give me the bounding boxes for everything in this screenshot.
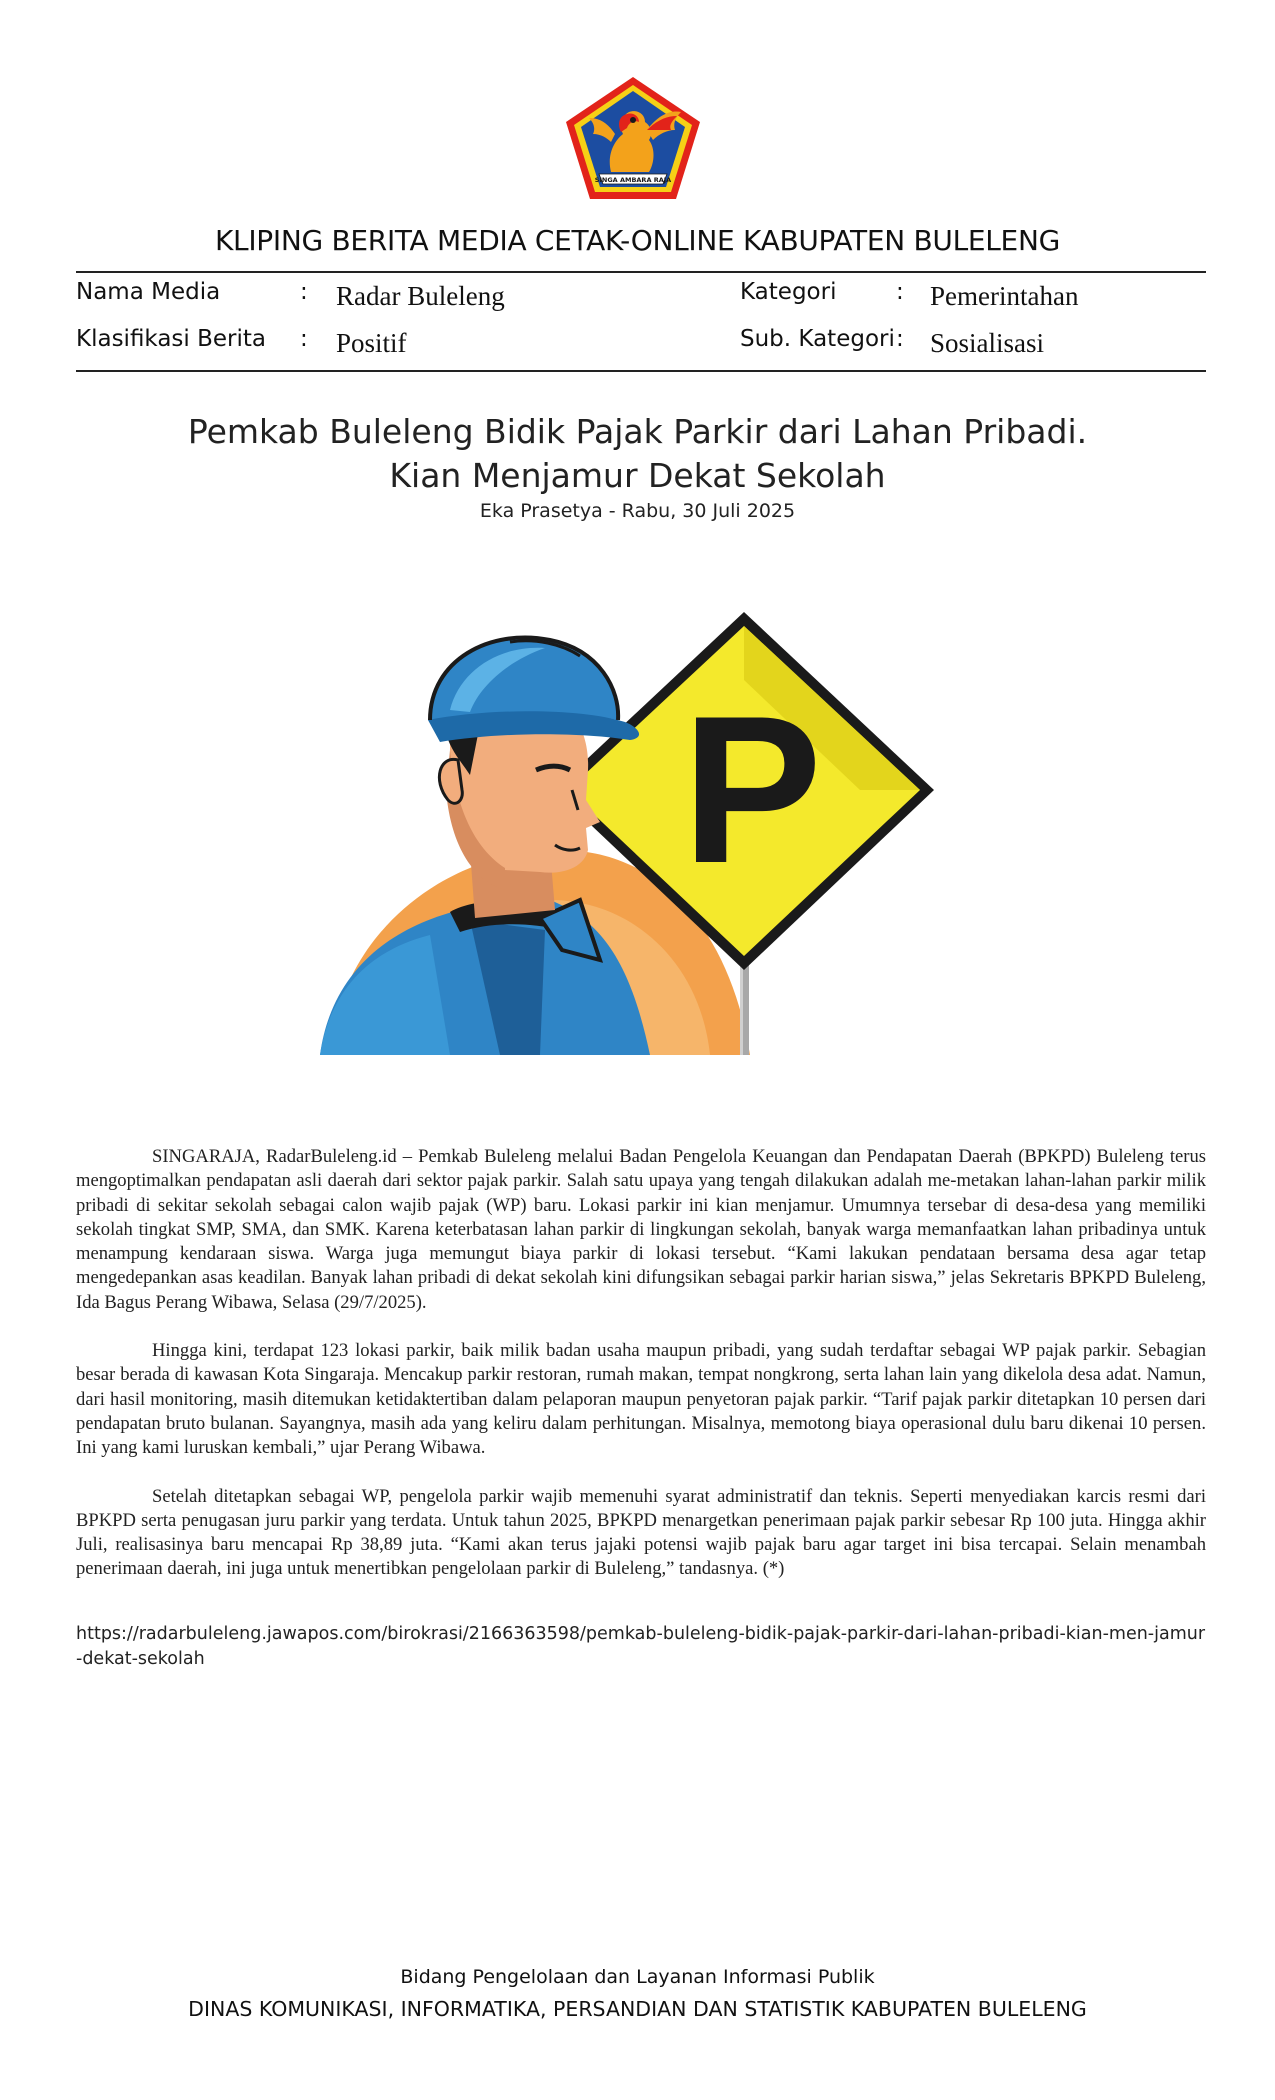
footer-department: Bidang Pengelolaan dan Layanan Informasi Publik — [400, 1966, 875, 1988]
subkategori-separator: : — [896, 326, 904, 352]
media-label: Nama Media — [76, 279, 221, 305]
clipping-header-title: KLIPING BERITA MEDIA CETAK-ONLINE KABUPATEN BULELENG — [214, 224, 1060, 257]
headline-line-1: Pemkab Buleleng Bidik Pajak Parkir dari Lahan Pribadi. — [187, 412, 1088, 451]
header-divider-top — [76, 271, 1206, 273]
article-paragraph-3: Setelah ditetapkan sebagai WP, pengelola parkir wajib memenuhi syarat administratif dan teknis. Seperti menyediakan karcis resmi dari BPKPD serta penugasan juru parkir yang terdata. Untuk tahun 2025, BPKPD menargetkan penerimaan pajak parkir sebesar Rp 100 juta. Hingga akhir Juli, realisasinya baru mencapai Rp 38,89 juta. “Kami akan terus jajaki potensi wajib pajak baru agar target ini bisa tercapai. Selain menambah penerimaan daerah, ini juga untuk menertibkan pengelolaan parkir di Buleleng,” tandasnya. (*) — [76, 1485, 1206, 1580]
article-paragraph-2: Hingga kini, terdapat 123 lokasi parkir, baik milik badan usaha maupun pribadi, yang sudah terdaftar sebagai WP pajak parkir. Sebagian besar berada di kawasan Kota Singaraja. Mencakup parkir restoran, rumah makan, tempat nongkrong, serta lahan lain yang dikelola desa adat. Namun, dari hasil monitoring, masih ditemukan ketidaktertiban dalam pelaporan maupun penyetoran pajak parkir. “Tarif pajak parkir ditetapkan 10 persen dari pendapatan bruto bulanan. Sayangnya, masih ada yang keliru dalam perhitungan. Misalnya, memotong biaya operasional dulu baru dikenai 10 persen. Ini yang kami luruskan kembali,” ujar Perang Wibawa. — [76, 1340, 1206, 1459]
media-separator: : — [300, 279, 308, 305]
headline-line-2: Kian Menjamur Dekat Sekolah — [389, 456, 886, 495]
article-byline: Eka Prasetya - Rabu, 30 Juli 2025 — [479, 500, 796, 522]
subkategori-value: Sosialisasi — [930, 328, 1045, 358]
header-divider-bottom — [76, 370, 1206, 372]
parking-attendant-illustration — [300, 600, 1100, 1055]
article-body — [76, 1145, 1206, 1606]
article-source-link[interactable]: https://radarbuleleng.jawapos.com/birokrasi/2166363598/pemkab-buleleng-bidik-pajak-parkir-dari-lahan-pribadi-kian-men-jamur-dekat-sekolah — [76, 1624, 1206, 1669]
buleleng-emblem-logo — [563, 74, 703, 202]
meta-row-klasifikasi — [76, 326, 1206, 366]
klasifikasi-value: Positif — [336, 328, 407, 358]
article-headline — [0, 410, 1275, 498]
article-paragraph-1: SINGARAJA, RadarBuleleng.id – Pemkab Buleleng melalui Badan Pengelola Keuangan dan Pendapatan Daerah (BPKPD) Buleleng terus mengoptimalkan pendapatan asli daerah dari sektor pajak parkir. Salah satu upaya yang tengah dilakukan adalah me-metakan lahan-lahan parkir milik pribadi di sekitar sekolah sebagai calon wajib pajak (WP) baru. Lokasi parkir ini kian menjamur. Umumnya tersebar di desa-desa yang memiliki sekolah tingkat SMP, SMA, dan SMK. Karena keterbatasan lahan parkir di lingkungan sekolah, banyak warga memanfaatkan lahan pribadinya untuk menampung kendaraan siswa. Warga juga memungut biaya parkir di lokasi tersebut. “Kami lakukan pendataan bersama desa agar tetap mengedepankan asas keadilan. Banyak lahan pribadi di dekat sekolah kini difungsikan sebagai parkir harian siswa,” jelas Sekretaris BPKPD Buleleng, Ida Bagus Perang Wibawa, Selasa (29/7/2025). — [76, 1146, 1206, 1313]
kategori-separator: : — [896, 279, 904, 305]
klasifikasi-label: Klasifikasi Berita — [76, 326, 267, 352]
subkategori-label: Sub. Kategori — [740, 326, 895, 352]
klasifikasi-separator: : — [300, 326, 308, 352]
emblem-motto: SINGA AMBARA RAJA — [594, 176, 672, 184]
meta-row-media — [76, 279, 1206, 319]
media-value: Radar Buleleng — [336, 281, 505, 311]
parking-sign-letter: P — [681, 672, 823, 907]
footer-agency: DINAS KOMUNIKASI, INFORMATIKA, PERSANDIAN DAN STATISTIK KABUPATEN BULELENG — [188, 1997, 1087, 2021]
kategori-label: Kategori — [740, 279, 837, 305]
kategori-value: Pemerintahan — [930, 281, 1079, 311]
